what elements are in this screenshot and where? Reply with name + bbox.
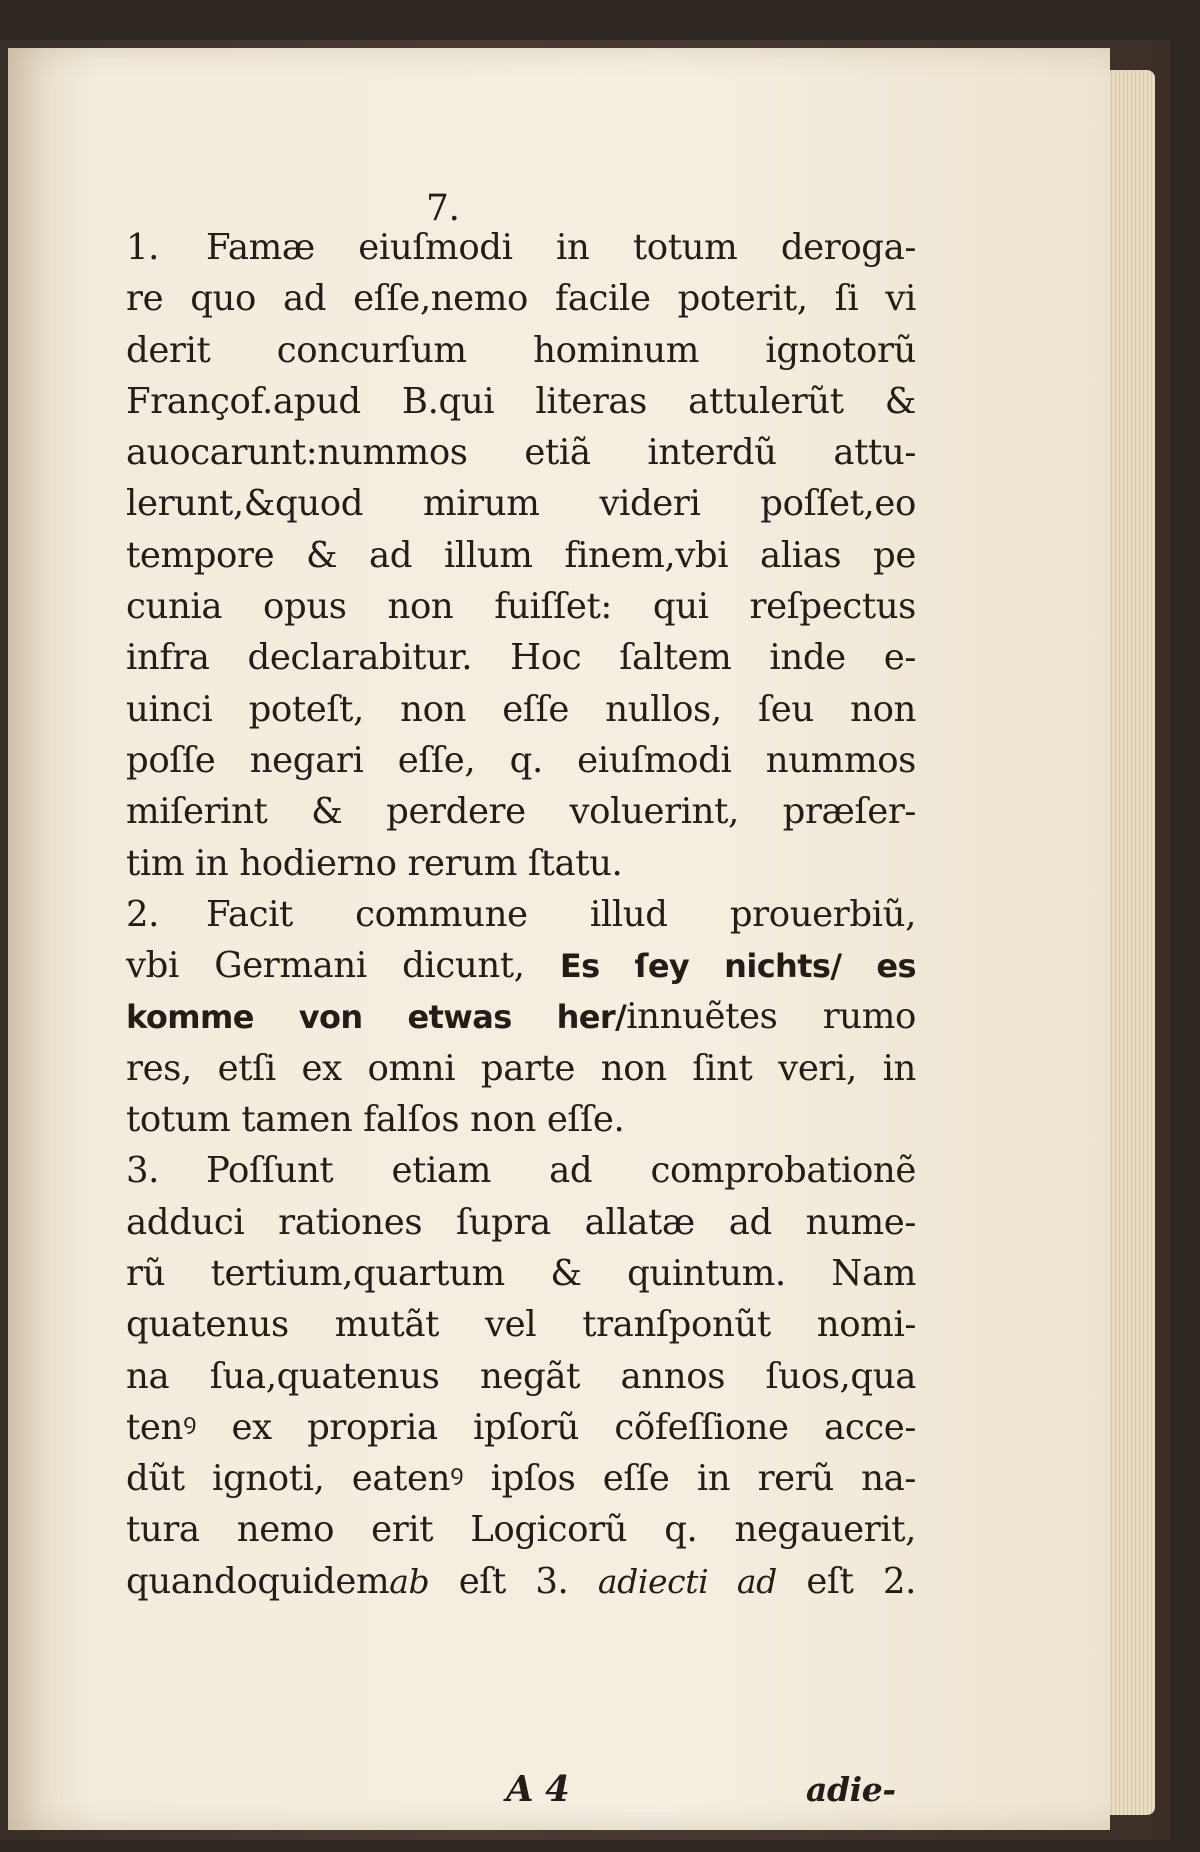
text-line: cunia opus non fuiſſet: qui reſpectus [126, 586, 916, 628]
text-line: rũ tertium,quartum & quintum. Nam [126, 1252, 916, 1294]
text-line: dũt ignoti, eatenꝰ ipſos eſſe in rerũ na- [126, 1458, 916, 1500]
text-line: quandoquidemab eſt 3. adiecti ad eſt 2. [126, 1560, 917, 1602]
text-line: na ſua,quatenus negãt annos ſuos,qua [126, 1355, 916, 1397]
text-lines [126, 222, 916, 1607]
text-line: vbi Germani dicunt, Es ſey nichts/ es [126, 945, 916, 987]
text-line: quatenus mutãt vel tranſponũt nomi- [126, 1304, 916, 1346]
page-number: 7. [426, 188, 460, 229]
text-line: infra declarabitur. Hoc ſaltem inde e- [126, 637, 916, 679]
text-line: derit concurſum hominum ignotorũ [126, 329, 916, 371]
text-line: res, etſi ex omni parte non ſint veri, in [126, 1047, 916, 1089]
text-line: tim in hodierno rerum ſtatu. [126, 842, 623, 884]
blackletter-phrase: komme von etwas her/ [126, 998, 627, 1037]
blackletter-phrase: Es ſey nichts/ es [559, 947, 916, 986]
book-page [8, 48, 1110, 1830]
page-footer [126, 1765, 916, 1815]
text-line: auocarunt:nummos etiã interdũ attu- [126, 432, 916, 474]
paragraph-number: 2. [126, 893, 160, 935]
signature-mark: A 4 [506, 1769, 570, 1810]
text-line: uinci poteſt, non eſſe nullos, ſeu non [126, 688, 916, 730]
italic-word: adiecti ad [597, 1561, 777, 1601]
text-line: tura nemo erit Logicorũ q. negauerit, [126, 1509, 916, 1551]
text-line: lerunt,&quod mirum videri poſſet,eo [126, 483, 916, 525]
text-line: 3. Poſſunt etiam ad comprobationẽ [126, 1145, 916, 1196]
text-line: 1. Famæ eiuſmodi in totum deroga- [126, 222, 916, 273]
text-line: Françof.apud B.qui literas attulerũt & [126, 380, 916, 422]
text-line: 2. Facit commune illud prouerbiũ, [126, 889, 916, 940]
text-line: re quo ad eſſe,nemo facile poterit, ſi vi [126, 278, 916, 320]
paragraph-number: 3. [126, 1150, 160, 1192]
catchword: adie- [806, 1770, 896, 1809]
text-line: tenꝰ ex propria ipſorũ cõfeſſione acce- [126, 1406, 916, 1448]
text-line: miſerint & perdere voluerint, præſer- [126, 791, 916, 833]
text-line: poſſe negari eſſe, q. eiuſmodi nummos [126, 739, 916, 781]
italic-word: ab [389, 1561, 430, 1601]
text-line: totum tamen falſos non eſſe. [126, 1099, 625, 1141]
text-line: tempore & ad illum finem,vbi alias pe [126, 534, 916, 576]
text-line: adduci rationes ſupra allatæ ad nume- [126, 1201, 916, 1243]
paragraph-number: 1. [126, 227, 160, 268]
text-line: komme von etwas her/innuẽtes rumo [126, 996, 916, 1038]
